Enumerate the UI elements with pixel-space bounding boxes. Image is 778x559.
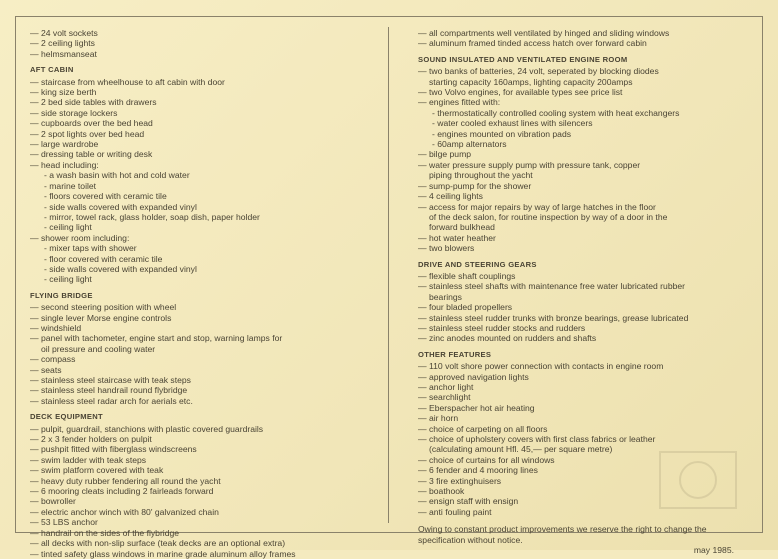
spec-line: — panel with tachometer, engine start and stop, warning lamps for — [30, 333, 283, 344]
spec-line: — anti fouling paint — [418, 506, 492, 517]
spec-line: — large wardrobe — [30, 139, 99, 150]
spec-line: — 2 spot lights over bed head — [30, 128, 145, 139]
spec-line: — handrail on the sides of the flybridge — [30, 527, 180, 538]
spec-line: — stainless steel rudder stocks and rudders — [418, 322, 586, 333]
spec-line: - mirror, towel rack, glass holder, soap dish, paper holder — [44, 211, 260, 222]
spec-line: — 2 x 3 fender holders on pulpit — [30, 434, 152, 445]
spec-line: — pulpit, guardrail, stanchions with plastic covered guardrails — [30, 423, 264, 434]
heading-aft-cabin: AFT CABIN — [30, 65, 74, 75]
spec-line: starting capacity 160amps, lighting capacity 200amps — [429, 76, 633, 87]
spec-line: — searchlight — [418, 392, 471, 403]
spec-line: — four bladed propellers — [418, 302, 513, 313]
spec-line: — sump-pump for the shower — [418, 180, 532, 191]
spec-line: — bilge pump — [418, 149, 472, 160]
spec-line: — staircase from wheelhouse to aft cabin with door — [30, 76, 225, 87]
spec-line: — all decks with non-slip surface (teak decks are an optional extra) — [30, 538, 286, 549]
intro-list-left — [30, 28, 382, 59]
spec-line: - floors covered with ceramic tile — [44, 191, 167, 202]
spec-line: — ensign staff with ensign — [418, 496, 519, 507]
spec-line: — access for major repairs by way of large hatches in the floor — [418, 201, 656, 212]
spec-line: - a wash basin with hot and cold water — [44, 170, 190, 181]
deck-equipment-list — [30, 424, 382, 559]
spec-line: — head including: — [30, 159, 99, 170]
spec-line: — king size berth — [30, 87, 97, 98]
spec-line: — choice of curtains for all windows — [418, 454, 555, 465]
spec-line: — 2 ceiling lights — [30, 38, 95, 49]
spec-line: — anchor light — [418, 382, 474, 392]
spec-line: — choice of carpeting on all floors — [418, 423, 548, 434]
spec-line: — flexible shaft couplings — [418, 270, 516, 281]
spec-line: — hot water heather — [418, 232, 496, 243]
column-divider — [388, 27, 389, 523]
spec-line: — water pressure supply pump with pressure tank, copper — [418, 159, 641, 170]
spec-line: — Eberspacher hot air heating — [418, 402, 535, 413]
spec-line: — 6 fender and 4 mooring lines — [418, 465, 538, 476]
spec-line: - 60amp alternators — [432, 139, 507, 150]
spec-line: (calculating amount Hfl. 45,— per square metre) — [429, 444, 613, 455]
heading-engine-room: SOUND INSULATED AND VENTILATED ENGINE ROOM — [418, 54, 628, 64]
spec-line: oil pressure and cooling water — [41, 343, 156, 354]
spec-line: — 4 ceiling lights — [418, 191, 483, 202]
spec-line: - side walls covered with expanded vinyl — [44, 263, 197, 274]
other-features-list — [418, 361, 748, 517]
spec-line: — choice of upholstery covers with first class fabrics or leather — [418, 434, 656, 445]
spec-line: — single lever Morse engine controls — [30, 312, 172, 323]
spec-line: - engines mounted on vibration pads — [432, 128, 572, 139]
spec-line: — dressing table or writing desk — [30, 149, 153, 160]
spec-line: — second steering position with wheel — [30, 302, 177, 313]
heading-other-features: OTHER FEATURES — [418, 349, 492, 359]
heading-drive-steering: DRIVE AND STEERING GEARS — [418, 259, 537, 269]
left-column — [30, 28, 382, 559]
spec-line: — 6 mooring cleats including 2 fairleads forward — [30, 486, 214, 497]
spec-line: — two banks of batteries, 24 volt, seperated by blocking diodes — [418, 66, 659, 77]
spec-line: — boathook — [418, 486, 465, 497]
spec-line: — 2 bed side tables with drawers — [30, 97, 157, 108]
drive-steering-list — [418, 271, 748, 344]
spec-line: — stainless steel staircase with teak steps — [30, 375, 191, 385]
spec-line: - side walls covered with expanded vinyl — [44, 201, 197, 212]
spec-line: — 24 volt sockets — [30, 28, 98, 38]
spec-line: forward bulkhead — [429, 222, 495, 233]
spec-line: — stainless steel rudder trunks with bronze bearings, grease lubricated — [418, 312, 689, 323]
spec-line: — tinted safety glass windows in marine grade aluminum alloy frames — [30, 548, 296, 559]
spec-line: - floor covered with ceramic tile — [44, 253, 163, 264]
spec-line: — swim ladder with teak steps — [30, 454, 147, 465]
spec-line: — approved navigation lights — [418, 371, 529, 382]
spec-line: — side storage lockers — [30, 107, 118, 118]
spec-line: — stainless steel radar arch for aerials etc. — [30, 395, 193, 406]
spec-line: — swim platform covered with teak — [30, 465, 164, 476]
flying-bridge-list — [30, 302, 382, 406]
spec-line: - marine toilet — [44, 180, 97, 191]
spec-line: — 110 volt shore power connection with contacts in engine room — [418, 361, 664, 372]
intro-list-right — [418, 28, 748, 49]
spec-line: - ceiling light — [44, 274, 92, 285]
spec-line: bearings — [429, 291, 462, 302]
spec-line: — stainless steel handrail round flybridge — [30, 385, 188, 396]
heading-flying-bridge: FLYING BRIDGE — [30, 290, 93, 300]
spec-line: — zinc anodes mounted on rudders and shafts — [418, 333, 597, 344]
publication-date: may 1985. — [693, 545, 734, 556]
spec-line: — 53 LBS anchor — [30, 517, 98, 528]
spec-line: — windshield — [30, 322, 82, 333]
spec-line: — helmsmanseat — [30, 48, 97, 59]
aft-cabin-list — [30, 77, 382, 285]
right-column — [418, 28, 748, 556]
spec-line: — bowroller — [30, 496, 76, 507]
engine-room-list — [418, 66, 748, 253]
spec-line: — two Volvo engines, for available types see price list — [418, 87, 623, 98]
spec-line: - ceiling light — [44, 222, 92, 233]
spec-line: piping throughout the yacht — [429, 170, 533, 181]
heading-deck-equipment: DECK EQUIPMENT — [30, 412, 103, 422]
spec-line: - thermostatically controlled cooling system with heat exchangers — [432, 107, 680, 118]
spec-line: — all compartments well ventilated by hinged and sliding windows — [418, 28, 670, 38]
spec-line: — engines fitted with: — [418, 97, 501, 108]
spec-line: — stainless steel shafts with maintenance free water lubricated rubber — [418, 281, 686, 292]
spec-line: — aluminum framed tinded access hatch over forward cabin — [418, 38, 647, 49]
spec-line: — pushpit fitted with fiberglass windscreens — [30, 444, 197, 455]
spec-line: — compass — [30, 354, 76, 365]
spec-line: - mixer taps with shower — [44, 243, 137, 254]
spec-line: — two blowers — [418, 243, 475, 254]
spec-line: — air horn — [418, 413, 459, 424]
spec-line: — heavy duty rubber fendering all round the yacht — [30, 475, 221, 486]
spec-line: — electric anchor winch with 80' galvanized chain — [30, 506, 219, 517]
spec-line: of the deck salon, for routine inspection by way of a door in the — [429, 211, 668, 222]
spec-line: — 3 fire extinghuisers — [418, 475, 502, 486]
disclaimer-note: Owing to constant product improvements we reserve the right to change the specification without notice. — [418, 524, 707, 545]
spec-line: — cupboards over the bed head — [30, 118, 153, 129]
spec-line: — seats — [30, 364, 62, 375]
spec-line: - water cooled exhaust lines with silencers — [432, 118, 593, 129]
spec-line: — shower room including: — [30, 232, 130, 243]
